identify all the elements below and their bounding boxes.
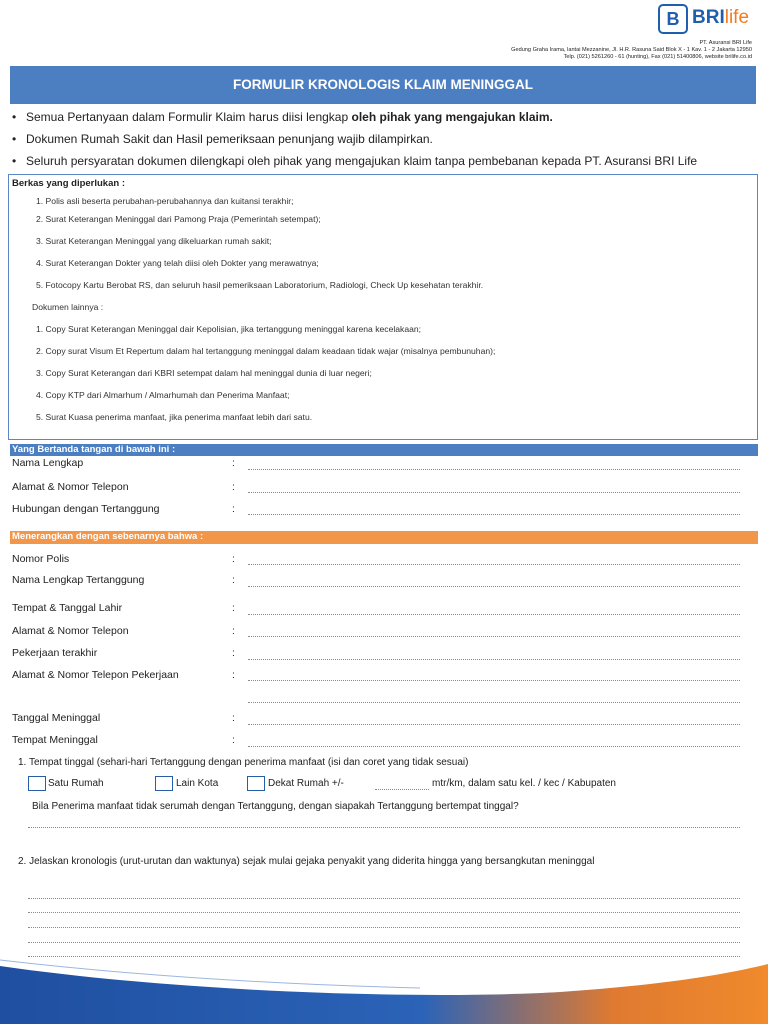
footer-wave-decoration (0, 958, 768, 1024)
instruction-item: • Dokumen Rumah Sakit dan Hasil pemeriksaan penunjang wajib dilampirkan. (12, 132, 433, 146)
requirement-item: 2. Surat Keterangan Meninggal dari Pamong Praja (Pemerintah setempat); (36, 214, 321, 224)
company-info (511, 40, 752, 61)
field-colon: : (232, 457, 235, 469)
brilife-logo (658, 4, 758, 36)
instruction-item: • Seluruh persyaratan dokumen dilengkapi oleh pihak yang mengajukan klaim tanpa pembebanan kepada PT. Asuransi BRI Life (12, 154, 698, 168)
distance-unit-text: mtr/km, dalam satu kel. / kec / Kabupaten (432, 778, 616, 789)
checkbox-lain-kota[interactable] (155, 776, 173, 791)
chronology-answer-line[interactable] (28, 898, 740, 899)
requirement-item: 1. Polis asli beserta perubahan-perubahannya dan kuitansi terakhir; (36, 196, 294, 206)
field-label: Alamat & Nomor Telepon (12, 481, 129, 493)
field-label: Hubungan dengan Tertanggung (12, 503, 160, 515)
requirement-item: 4. Surat Keterangan Dokter yang telah diisi oleh Dokter yang merawatnya; (36, 258, 319, 268)
logo-mark: B (658, 4, 688, 34)
company-name: PT. Asuransi BRI Life (699, 40, 752, 46)
checkbox-satu-rumah[interactable] (28, 776, 46, 791)
field-colon: : (232, 481, 235, 493)
followup-answer-input[interactable] (28, 827, 740, 828)
other-doc-item: 1. Copy Surat Keterangan Meninggal dair Kepolisian, jika tertanggung meninggal karena kecelakaan; (36, 324, 422, 334)
insured-name-input[interactable] (248, 586, 740, 587)
insured-address-input[interactable] (248, 636, 740, 637)
company-contact: Telp. (021) 5261260 - 61 (hunting), Fax (021) 51400806, website brilife.co.id (563, 54, 752, 60)
instruction-emphasis: oleh pihak yang mengajukan klaim. (351, 110, 553, 124)
instruction-text: Seluruh persyaratan dokumen dilengkapi oleh pihak yang mengajukan klaim tanpa pembebanan kepada PT. Asuransi BRI Life (26, 154, 698, 168)
field-label: Tanggal Meninggal (12, 712, 101, 724)
birth-place-date-input[interactable] (248, 614, 740, 615)
distance-input[interactable] (375, 789, 429, 790)
question-1-followup: Bila Penerima manfaat tidak serumah dengan Tertanggung, dengan siapakah Tertanggung bertempat tinggal? (32, 801, 519, 812)
logo-wordmark (692, 7, 749, 29)
field-label: Pekerjaan terakhir (12, 647, 98, 659)
field-label: Alamat & Nomor Telepon Pekerjaan (12, 669, 179, 681)
signer-relation-input[interactable] (248, 514, 740, 515)
question-1: 1. Tempat tinggal (sehari-hari Tertanggung dengan penerima manfaat (isi dan coret yang tidak sesuai) (18, 757, 469, 768)
policy-number-input[interactable] (248, 564, 740, 565)
checkbox-label: Lain Kota (176, 778, 219, 789)
signer-name-input[interactable] (248, 469, 740, 470)
field-colon: : (232, 553, 235, 565)
other-doc-item: 4. Copy KTP dari Almarhum / Almarhumah dan Penerima Manfaat; (36, 390, 290, 400)
field-label: Tempat Meninggal (12, 734, 98, 746)
other-doc-item: 3. Copy Surat Keterangan dari KBRI setempat dalam hal meninggal dunia di luar negeri; (36, 368, 372, 378)
field-colon: : (232, 625, 235, 637)
requirements-title: Berkas yang diperlukan : (12, 178, 125, 189)
chronology-answer-line[interactable] (28, 942, 740, 943)
requirement-item: 5. Fotocopy Kartu Berobat RS, dan seluruh hasil pemeriksaan Laboratorium, Radiologi, Check Up kesehatan terakhir. (36, 280, 484, 290)
chronology-answer-line[interactable] (28, 912, 740, 913)
death-date-input[interactable] (248, 724, 740, 725)
form-title: FORMULIR KRONOLOGIS KLAIM MENINGGAL (10, 66, 756, 104)
chronology-answer-line[interactable] (28, 956, 740, 957)
logo-life: life (724, 7, 750, 28)
requirement-item: 3. Surat Keterangan Meninggal yang dikeluarkan rumah sakit; (36, 236, 272, 246)
field-colon: : (232, 574, 235, 586)
instruction-text: Semua Pertanyaan dalam Formulir Klaim harus diisi lengkap (26, 110, 352, 124)
instruction-text: Dokumen Rumah Sakit dan Hasil pemeriksaan penunjang wajib dilampirkan. (26, 132, 433, 146)
logo-bri: BRI (692, 7, 725, 28)
field-colon: : (232, 602, 235, 614)
field-colon: : (232, 647, 235, 659)
death-place-input[interactable] (248, 746, 740, 747)
work-address-input-line2[interactable] (248, 702, 740, 703)
chronology-answer-line[interactable] (28, 927, 740, 928)
instruction-item: • Semua Pertanyaan dalam Formulir Klaim harus diisi lengkap oleh pihak yang mengajukan klaim. (12, 110, 553, 124)
section-signer-header: Yang Bertanda tangan di bawah ini : (10, 444, 758, 456)
last-occupation-input[interactable] (248, 659, 740, 660)
field-colon: : (232, 669, 235, 681)
field-label: Nama Lengkap (12, 457, 84, 469)
other-doc-item: 5. Surat Kuasa penerima manfaat, jika penerima manfaat lebih dari satu. (36, 412, 313, 422)
field-colon: : (232, 503, 235, 515)
checkbox-label: Dekat Rumah +/- (268, 778, 344, 789)
signer-address-input[interactable] (248, 492, 740, 493)
question-2: 2. Jelaskan kronologis (urut-urutan dan waktunya) sejak mulai gejaka penyakit yang diderita hingga yang bersangkutan meninggal (18, 856, 595, 867)
field-label: Alamat & Nomor Telepon (12, 625, 129, 637)
field-label: Tempat & Tanggal Lahir (12, 602, 123, 614)
checkbox-label: Satu Rumah (48, 778, 104, 789)
other-docs-title: Dokumen lainnya : (32, 302, 104, 312)
field-label: Nomor Polis (12, 553, 70, 565)
other-doc-item: 2. Copy surat Visum Et Repertum dalam hal tertanggung meninggal dalam keadaan tidak wajar (misalnya pembunuhan); (36, 346, 496, 356)
company-address: Gedung Graha Irama, lantai Mezzanine, Jl. H.R. Rasuna Said Blok X - 1 Kav. 1 - 2 Jakarta 12950 (511, 47, 752, 53)
section-insured-header: Menerangkan dengan sebenarnya bahwa : (10, 531, 758, 544)
field-colon: : (232, 712, 235, 724)
work-address-input[interactable] (248, 680, 740, 681)
field-label: Nama Lengkap Tertanggung (12, 574, 145, 586)
checkbox-dekat-rumah[interactable] (247, 776, 265, 791)
field-colon: : (232, 734, 235, 746)
